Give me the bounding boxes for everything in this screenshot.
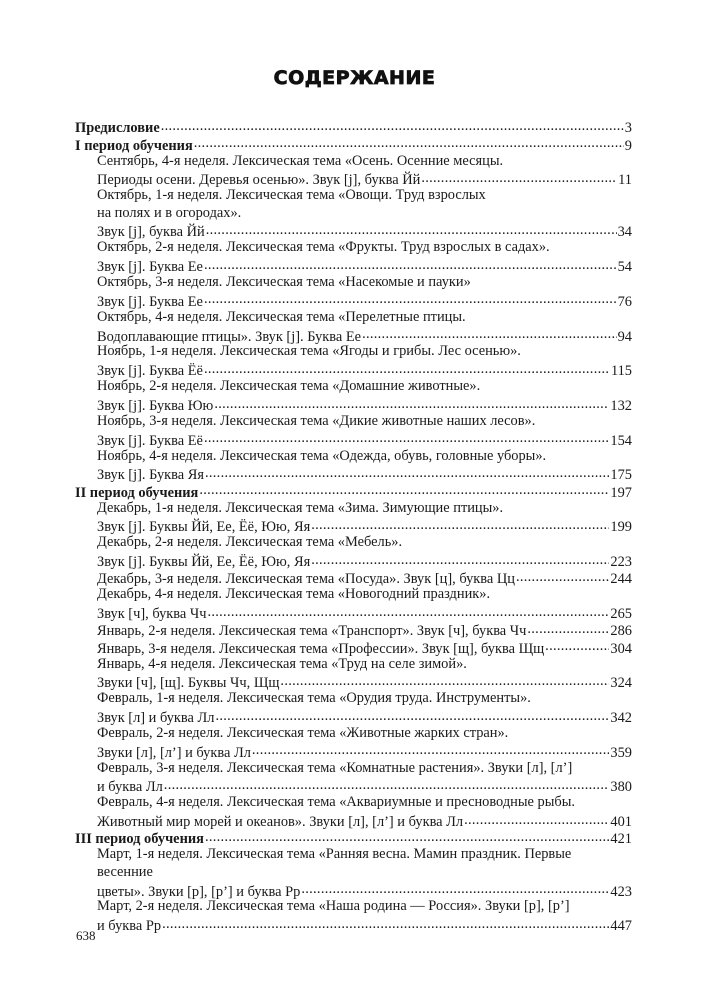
toc-line-text: Звук [j]. Буква Юю: [97, 397, 214, 414]
toc-entry[interactable]: [75, 500, 632, 535]
toc-entry[interactable]: [75, 621, 632, 638]
dot-leader: [194, 135, 624, 149]
toc-line-text: весенние: [97, 863, 153, 880]
dot-leader: [204, 291, 617, 305]
toc-line: [75, 916, 632, 933]
page-number: 638: [76, 928, 96, 943]
toc-line-text: Январь, 4-я неделя. Лексическая тема «Труд на селе зимой».: [97, 655, 467, 672]
dot-leader: [162, 916, 609, 930]
toc-line-text: Февраль, 4-я неделя. Лексическая тема «Аквариумные и пресноводные рыбы.: [97, 794, 575, 811]
dot-leader: [204, 430, 609, 444]
toc-line-text: Звук [j]. Буква Ее: [97, 293, 203, 310]
toc-line: [75, 465, 632, 482]
toc-entry[interactable]: [75, 569, 632, 586]
toc-entry[interactable]: [75, 725, 632, 760]
toc-section-entry[interactable]: [75, 829, 632, 846]
toc-page-number[interactable]: 380: [610, 779, 632, 796]
toc-page-number[interactable]: 286: [610, 623, 632, 640]
toc-line-text: Ноябрь, 4-я неделя. Лексическая тема «Одежда, обувь, головные уборы».: [97, 447, 547, 464]
toc-line: [75, 846, 632, 863]
toc-page-number[interactable]: 223: [610, 553, 632, 570]
dot-leader: [301, 881, 609, 895]
toc-line-text: Звуки [л], [л’] и буква Лл: [97, 744, 251, 761]
toc-line-text: и буква Лл: [97, 779, 163, 796]
dot-leader: [204, 361, 610, 375]
dot-leader: [280, 673, 609, 687]
toc-line-text: Декабрь, 3-я неделя. Лексическая тема «Посуда». Звук [ц], буква Цц: [97, 571, 515, 588]
toc-line: [75, 430, 632, 447]
toc-line-text: Февраль, 2-я неделя. Лексическая тема «Животные жарких стран».: [97, 725, 509, 742]
dot-leader: [464, 812, 609, 826]
toc-page-number[interactable]: 401: [610, 814, 632, 831]
toc-line: [75, 118, 632, 135]
toc-line: [75, 517, 632, 534]
toc-line: [75, 725, 632, 742]
toc-line: [75, 448, 632, 465]
toc-page-number[interactable]: 54: [617, 259, 632, 276]
toc-line-text: Январь, 2-я неделя. Лексическая тема «Транспорт». Звук [ч], буква Чч: [97, 623, 527, 640]
toc-line: [75, 187, 632, 204]
toc-entry[interactable]: [75, 846, 632, 898]
toc-entry[interactable]: [75, 690, 632, 725]
toc-line: [75, 656, 632, 673]
toc-line: [75, 170, 632, 187]
toc-line-text: Звук [j]. Буква Её: [97, 432, 203, 449]
toc-line-text: Звук [j], буква Йй: [97, 224, 205, 241]
toc-line-text: III период обучения: [75, 831, 204, 848]
toc-line: [75, 361, 632, 378]
toc-line-text: I период обучения: [75, 137, 193, 154]
dot-leader: [421, 170, 617, 184]
toc-page-number[interactable]: 9: [624, 137, 632, 154]
toc-entry[interactable]: [75, 794, 632, 829]
toc-entry[interactable]: [75, 187, 632, 239]
toc-line: [75, 569, 632, 586]
toc-line-text: Ноябрь, 1-я неделя. Лексическая тема «Ягоды и грибы. Лес осенью».: [97, 343, 521, 360]
toc-line-text: Водоплавающие птицы». Звук [j]. Буква Ее: [97, 328, 362, 345]
toc-page-number[interactable]: 359: [610, 744, 632, 761]
toc-line-text: Звук [j]. Буквы Йй, Ее, Ёё, Юю, Яя: [97, 553, 311, 570]
toc-line: [75, 708, 632, 725]
toc-line-text: Февраль, 1-я неделя. Лексическая тема «Орудия труда. Инструменты».: [97, 690, 531, 707]
toc-page-number[interactable]: 132: [610, 397, 632, 414]
dot-leader: [215, 708, 609, 722]
dot-leader: [204, 257, 617, 271]
toc-line: [75, 482, 632, 499]
toc-line: [75, 673, 632, 690]
toc-page-number[interactable]: 244: [610, 571, 632, 588]
toc-entry[interactable]: [75, 153, 632, 188]
toc-entry[interactable]: [75, 638, 632, 655]
toc-entry[interactable]: [75, 448, 632, 483]
toc-line: [75, 777, 632, 794]
toc-line: [75, 309, 632, 326]
toc-entry[interactable]: [75, 534, 632, 569]
toc-line: [75, 829, 632, 846]
toc-page-number[interactable]: 115: [610, 363, 632, 380]
toc-line-text: Декабрь, 4-я неделя. Лексическая тема «Новогодний праздник».: [97, 586, 491, 603]
toc-line-text: Звук [j]. Буква Ёё: [97, 363, 203, 380]
toc-page-number[interactable]: 421: [610, 831, 632, 848]
toc-line-text: Периоды осени. Деревья осенью». Звук [j], буква Йй: [97, 172, 421, 189]
toc-line-text: Октябрь, 3-я неделя. Лексическая тема «Насекомые и пауки»: [97, 274, 471, 291]
toc-entry[interactable]: [75, 760, 632, 795]
toc-line-text: цветы». Звуки [р], [р’] и буква Рр: [97, 883, 301, 900]
toc-line: [75, 534, 632, 551]
toc-line-text: Март, 1-я неделя. Лексическая тема «Ранняя весна. Мамин праздник. Первые: [97, 846, 572, 863]
toc-line-text: Декабрь, 1-я неделя. Лексическая тема «Зима. Зимующие птицы».: [97, 499, 504, 516]
toc-line-text: Ноябрь, 2-я неделя. Лексическая тема «Домашние животные».: [97, 378, 481, 395]
toc-line: [75, 396, 632, 413]
dot-leader: [311, 517, 609, 531]
toc-line: [75, 326, 632, 343]
toc-entry[interactable]: [75, 239, 632, 274]
toc-line: [75, 881, 632, 898]
toc-line: [75, 205, 632, 222]
toc-line-text: Звуки [ч], [щ]. Буквы Чч, Щщ: [97, 675, 280, 692]
toc-line: [75, 291, 632, 308]
toc-page-number[interactable]: 154: [610, 432, 632, 449]
dot-leader: [545, 638, 609, 652]
toc-page-number[interactable]: 94: [617, 328, 632, 345]
dot-leader: [205, 465, 609, 479]
toc-line-text: Звук [л] и буква Лл: [97, 710, 215, 727]
toc-line: [75, 621, 632, 638]
toc-line: [75, 586, 632, 603]
toc-line: [75, 864, 632, 881]
toc-line-text: Предисловие: [75, 120, 160, 137]
toc-line-text: Октябрь, 1-я неделя. Лексическая тема «Овощи. Труд взрослых: [97, 187, 486, 204]
toc-page-number[interactable]: 34: [617, 224, 632, 241]
toc-line-text: Март, 2-я неделя. Лексическая тема «Наша родина — Россия». Звуки [р], [р’]: [97, 898, 570, 915]
toc-page-number[interactable]: 423: [610, 883, 632, 900]
toc-line-text: Звук [j]. Буква Ее: [97, 259, 203, 276]
toc-line: [75, 638, 632, 655]
toc-line: [75, 812, 632, 829]
toc-line-text: Декабрь, 2-я неделя. Лексическая тема «Мебель».: [97, 534, 403, 551]
dot-leader: [252, 742, 610, 756]
toc-line-text: Звук [j]. Буква Яя: [97, 467, 204, 484]
toc-section-entry[interactable]: [75, 135, 632, 152]
dot-leader: [205, 829, 609, 843]
toc-line-text: Октябрь, 2-я неделя. Лексическая тема «Фрукты. Труд взрослых в садах».: [97, 239, 550, 256]
toc-page-number[interactable]: 76: [617, 293, 632, 310]
dot-leader: [206, 222, 617, 236]
dot-leader: [311, 552, 609, 566]
dot-leader: [164, 777, 610, 791]
toc-page-number[interactable]: 304: [610, 640, 632, 657]
toc-entry[interactable]: [75, 656, 632, 691]
toc-line-text: Ноябрь, 3-я неделя. Лексическая тема «Дикие животные наших лесов».: [97, 412, 536, 429]
toc-line-text: Февраль, 3-я неделя. Лексическая тема «Комнатные растения». Звуки [л], [л’]: [97, 759, 573, 776]
toc-line-text: и буква Рр: [97, 918, 162, 935]
toc-page-number[interactable]: 197: [610, 484, 632, 501]
toc-entry[interactable]: [75, 343, 632, 378]
toc-page-number[interactable]: 3: [624, 120, 632, 137]
toc-line: [75, 500, 632, 517]
table-of-contents: [75, 118, 632, 933]
dot-leader: [207, 604, 609, 618]
toc-page-number[interactable]: 175: [610, 467, 632, 484]
toc-line: [75, 274, 632, 291]
toc-page-number[interactable]: 324: [610, 675, 632, 692]
toc-page-number[interactable]: 199: [610, 519, 632, 536]
dot-leader: [214, 396, 609, 410]
page-title: СОДЕРЖАНИЕ: [273, 67, 436, 89]
toc-line: [75, 153, 632, 170]
toc-line: [75, 760, 632, 777]
toc-page-number[interactable]: 11: [618, 172, 632, 189]
toc-line: [75, 898, 632, 915]
toc-section-entry[interactable]: [75, 482, 632, 499]
toc-line: [75, 343, 632, 360]
toc-line: [75, 690, 632, 707]
toc-line: [75, 552, 632, 569]
dot-leader: [516, 569, 609, 583]
toc-entry[interactable]: [75, 586, 632, 621]
toc-line: [75, 742, 632, 759]
toc-page-number[interactable]: 265: [610, 606, 632, 623]
toc-entry[interactable]: [75, 413, 632, 448]
dot-leader: [199, 482, 609, 496]
toc-entry[interactable]: [75, 309, 632, 344]
toc-line: [75, 239, 632, 256]
toc-line: [75, 378, 632, 395]
toc-page-number[interactable]: 342: [610, 710, 632, 727]
dot-leader: [362, 326, 617, 340]
toc-line-text: Октябрь, 4-я неделя. Лексическая тема «Перелетные птицы.: [97, 308, 466, 325]
toc-entry[interactable]: [75, 898, 632, 933]
toc-line-text: Животный мир морей и океанов». Звуки [л], [л’] и буква Лл: [97, 814, 464, 831]
toc-line-text: II период обучения: [75, 484, 199, 501]
toc-entry[interactable]: [75, 274, 632, 309]
toc-line: [75, 222, 632, 239]
dot-leader: [527, 621, 609, 635]
toc-line-text: Звук [ч], буква Чч: [97, 606, 207, 623]
toc-line-text: Январь, 3-я неделя. Лексическая тема «Профессии». Звук [щ], буква Щщ: [97, 640, 545, 657]
toc-line-text: Звук [j]. Буквы Йй, Ее, Ёё, Юю, Яя: [97, 519, 311, 536]
toc-section-entry[interactable]: [75, 118, 632, 135]
toc-line: [75, 135, 632, 152]
toc-page-number[interactable]: 447: [610, 918, 632, 935]
toc-line: [75, 413, 632, 430]
toc-line-text: Сентябрь, 4-я неделя. Лексическая тема «Осень. Осенние месяцы.: [97, 152, 504, 169]
toc-line-text: на полях и в огородах».: [97, 204, 242, 221]
toc-line: [75, 257, 632, 274]
toc-entry[interactable]: [75, 378, 632, 413]
toc-line: [75, 794, 632, 811]
toc-line: [75, 604, 632, 621]
dot-leader: [161, 118, 624, 132]
